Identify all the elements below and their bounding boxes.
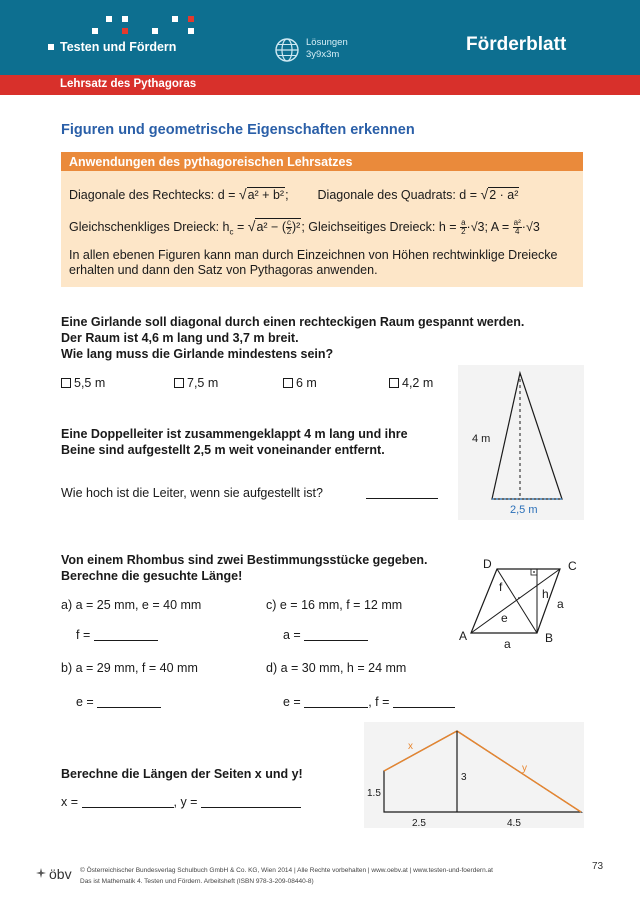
trapezoid-label-mid-height: 3 <box>461 772 467 783</box>
q4-x-label: x = <box>61 795 79 809</box>
footer-isbn: Das ist Mathematik 4. Testen und Fördern. Arbeitsheft (ISBN 978-3-209-08440-8) <box>80 878 314 885</box>
diagonal-formulas: Diagonale des Rechtecks: d = √a² + b²; Diagonale des Quadrats: d = √2 · a² <box>69 186 519 202</box>
q4-answer[interactable] <box>61 795 301 809</box>
q1-option-1-label: 5,5 m <box>74 376 106 390</box>
formula-box-header <box>61 152 583 171</box>
rhombus-label-e: e <box>501 611 508 625</box>
q3-line-1: Von einem Rhombus sind zwei Bestimmungsstücke gegeben. <box>61 553 428 567</box>
eq-h-frac-n: a <box>461 218 466 228</box>
topic-bar <box>0 75 640 95</box>
globe-icon[interactable] <box>274 37 300 63</box>
isosceles-sub: c <box>229 227 234 237</box>
rhombus-label-a-vertex: A <box>459 629 468 643</box>
topic-title: Lehrsatz des Pythagoras <box>60 78 197 90</box>
header-bar <box>0 0 640 75</box>
eq-a-frac-n: a² <box>513 218 521 228</box>
solutions-link[interactable] <box>306 37 348 61</box>
q1-line-3: Wie lang muss die Girlande mindestens sein? <box>61 347 334 361</box>
q2-line-1: Eine Doppelleiter ist zusammengeklappt 4 m lang und ihre <box>61 427 408 441</box>
q3-d-sep: , f = <box>368 695 390 709</box>
checkbox[interactable] <box>61 378 71 388</box>
trapezoid-label-left-height: 1.5 <box>367 788 381 799</box>
logo-text: Testen und Fördern <box>60 40 177 54</box>
isosceles-expr-a: a² − ( <box>256 220 286 234</box>
isosceles-frac-n: c <box>286 218 291 228</box>
q3-text <box>61 552 428 584</box>
rhombus-label-a-bottom: a <box>504 637 511 650</box>
solutions-code: 3y9x3m <box>306 49 340 60</box>
trapezoid-label-base-left: 2.5 <box>412 818 426 828</box>
q1-option-2-label: 7,5 m <box>187 376 219 390</box>
note-line-2: erhalten und dann den Satz von Pythagoras anwenden. <box>69 263 378 277</box>
q1-text <box>61 314 524 362</box>
ladder-figure <box>458 365 584 520</box>
triangle-formulas: Gleichschenkliges Dreieck: $h_c = √a^2$ − ( $\frac{c}{2}$ )²; Gleichseitiges Dreieck: h = $\frac{a}{2}$ ·√3; A = $\frac{\text{a²}}{4}$ ·√3 <box>69 218 540 237</box>
q1-option-3[interactable] <box>283 376 317 390</box>
q3-line-2: Berechne die gesuchte Länge! <box>61 569 243 583</box>
q1-option-4-label: 4,2 m <box>402 376 434 390</box>
ladder-diagram <box>458 365 584 520</box>
trapezoid-label-x: x <box>408 741 413 752</box>
trapezoid-label-base-right: 4.5 <box>507 818 521 828</box>
sheet-type: Förderblatt <box>466 34 567 55</box>
eq-h-frac-d: 2 <box>461 227 466 237</box>
ladder-side-label: 4 m <box>472 433 491 445</box>
solutions-label: Lösungen <box>306 37 348 48</box>
trapezoid-figure <box>364 722 584 828</box>
q3-b-given: b) a = 29 mm, f = 40 mm <box>61 661 198 675</box>
q3-a-find: f = <box>76 628 91 642</box>
q1-option-4[interactable] <box>389 376 433 390</box>
publisher-mark: öbv <box>49 866 72 882</box>
q2-text <box>61 426 408 458</box>
rhombus-diagram <box>455 556 585 650</box>
isosceles-frac-d: 2 <box>286 227 292 237</box>
checkbox[interactable] <box>283 378 293 388</box>
oebv-logo-icon <box>36 868 46 878</box>
checkbox[interactable] <box>389 378 399 388</box>
square-diag-expr: 2 · a² <box>489 188 519 202</box>
rect-diag-label: Diagonale des Rechtecks: d = <box>69 188 236 202</box>
ladder-base-label: 2,5 m <box>510 504 538 516</box>
eq-a-rest: ·√3 <box>521 220 540 234</box>
rhombus-label-f: f <box>499 580 503 594</box>
rhombus-label-a-side: a <box>557 597 564 611</box>
q2-answer-field[interactable] <box>366 486 438 500</box>
rhombus-label-d: D <box>483 557 492 571</box>
section-title: Figuren und geometrische Eigenschaften erkennen <box>61 122 415 138</box>
q1-option-3-label: 6 m <box>296 376 317 390</box>
checkbox[interactable] <box>174 378 184 388</box>
q3-a-given: a) a = 25 mm, e = 40 mm <box>61 598 202 612</box>
formula-box-title: Anwendungen des pythagoreischen Lehrsatzes <box>69 155 353 169</box>
isosceles-expr-b: )² <box>291 220 301 234</box>
q3-c-given: c) e = 16 mm, f = 12 mm <box>266 598 403 612</box>
q4-text: Berechne die Längen der Seiten x und y! <box>61 767 303 781</box>
q3-d-answer[interactable] <box>283 695 455 709</box>
q4-y-sep: , y = <box>173 795 198 809</box>
square-diag-label: Diagonale des Quadrats: d = <box>317 188 478 202</box>
trapezoid-diagram <box>364 722 584 828</box>
footer-copyright: © Österreichischer Bundesverlag Schulbuch GmbH & Co. KG, Wien 2014 | Alle Rechte vorbehalten | www.oebv.at | www.testen-und-foerdern.at <box>80 867 493 874</box>
q1-line-2: Der Raum ist 4,6 m lang und 3,7 m breit. <box>61 331 299 345</box>
equilateral-label: ; Gleichseitiges Dreieck: h = <box>301 220 457 234</box>
note-line-1: In allen ebenen Figuren kann man durch Einzeichnen von Höhen rechtwinklige Dreiecke <box>69 248 558 262</box>
q1-option-1[interactable] <box>61 376 105 390</box>
q1-option-2[interactable] <box>174 376 218 390</box>
q3-b-find: e = <box>76 695 94 709</box>
q2-prompt: Wie hoch ist die Leiter, wenn sie aufgestellt ist? <box>61 486 323 500</box>
rhombus-label-b: B <box>545 631 554 645</box>
q3-c-answer[interactable] <box>283 628 368 642</box>
eq-a-frac-d: 4 <box>515 227 520 237</box>
rhombus-label-c: C <box>568 559 577 573</box>
q3-b-answer[interactable] <box>76 695 161 709</box>
q2-line-2: Beine sind aufgestellt 2,5 m weit voneinander entfernt. <box>61 443 385 457</box>
rect-diag-expr: a² + b² <box>247 188 285 202</box>
trapezoid-label-y: y <box>522 763 527 774</box>
eq-h-rest: ·√3; A = <box>466 220 510 234</box>
q3-d-given: d) a = 30 mm, h = 24 mm <box>266 661 407 675</box>
q1-line-1: Eine Girlande soll diagonal durch einen rechteckigen Raum gespannt werden. <box>61 315 525 329</box>
formula-box <box>61 152 583 287</box>
q3-c-find: a = <box>283 628 301 642</box>
q3-a-answer[interactable] <box>76 628 158 642</box>
isosceles-label: Gleichschenkliges Dreieck: h <box>69 220 230 234</box>
rhombus-label-h: h <box>542 587 549 601</box>
q3-d-find-e: e = <box>283 695 301 709</box>
page-number: 73 <box>592 861 604 872</box>
